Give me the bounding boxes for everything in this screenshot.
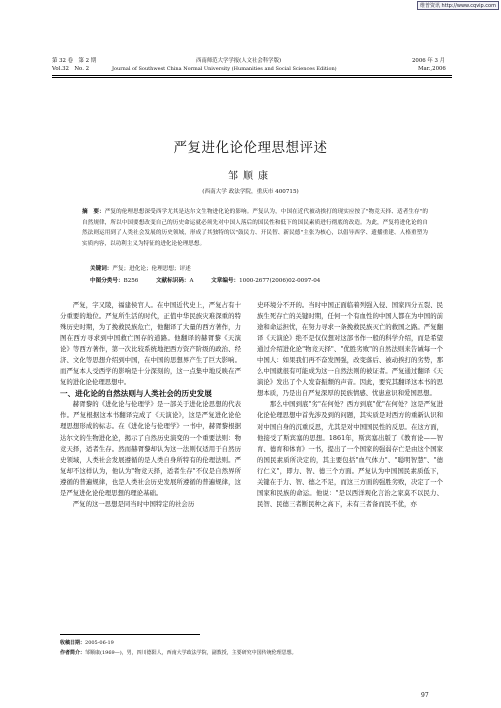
keywords-label: 关键词：: [90, 266, 113, 272]
header-rule-top: [52, 75, 452, 76]
clc-label: 中图分类号：: [90, 278, 124, 284]
body-column-left: [60, 300, 241, 510]
footnote-received: [60, 639, 114, 646]
doc-code-label: 文献标识码：: [155, 278, 190, 284]
clc-value: B256: [123, 278, 139, 284]
header-date-en: Mar.,2006: [418, 66, 446, 72]
body-paragraph: 严复，字又陵，福建侯官人。在中国近代史上，严复占有十分重要的地位。严复所生活的时代，正值中华民族灾难深重的特殊历史时期，为了挽救民族危亡，他翻译了大量的西方著作，力图在西方寻求到中国救亡图存的道路。他翻译的赫胥黎《天演论》等西方著作，第一次比较系统地把西方资产阶级的政治、经济、文化等思想介绍到中国，在中国的思想界产生了巨大影响。而严复本人受西学的影响是十分深刻的，这一点集中地反映在严复的进化论伦理思想中。: [60, 301, 241, 387]
header-volume-cn: 第 32 卷 第 2 期: [52, 58, 97, 64]
watermark-badge: 维普资讯 http://www.cqvip.com: [417, 1, 499, 10]
header-journal-cn: 西南师范大学学报(人文社会科学版): [196, 58, 282, 64]
abstract-label: 摘 要：: [82, 209, 105, 215]
article-author: 邹顺康: [228, 171, 273, 182]
abstract-text: 严复的伦理思想深受西学尤其是达尔文生物进化论的影响。严复认为，中国在近代被动挨打的现实应按了"物竞天择、适者生存"的自然规律，所以中国要想改变自己的历史命运就必须先对中国人落后的国民性和低下的国民素质进行彻底的改造。为此，严复将进化论的自然法则运用到了人类社会发展的历史领域，形成了其独特的以"鼓民力、开民智、新民德"主张为核心，以倡导西学、遗播重建、人格重塑为实质内容，以功利主义为特征的进化论伦理思想。: [82, 209, 428, 247]
abstract: [82, 207, 428, 249]
author-info-label: 作者简介：: [60, 650, 86, 656]
body-paragraph: 那么中国到底"劣"在何处？西方到底"优"在何处？这是严复进化论伦理思想中首先涉及到的问题，其实质是对西方的重新认识和对中国自身的沉重反思，尤其是对中国国民性的反思。在这方面，他接受了斯宾塞的思想。1861年，斯宾塞出版了《教育论——智育、德育和体育》一书，提出了一个国家的强弱存亡是由这个国家的国民素质所决定的，其主要包括"血气体力"、"聪明智慧"、"德行仁义"，即力、智、德三个方面。严复认为中国国民素质低下，关键在于力、智、德之不足，而这三方面的强胜劣败，决定了一个国家和民族的命运。他说："是以西洋观化言治之家莫不以民力、民智、民德三者断民种之高下，未有三者备而民不优，亦: [257, 400, 443, 508]
body-column-right: [257, 300, 443, 510]
page-number: 97: [421, 692, 429, 699]
section-heading: 一、进化论的自然法则与人类社会的历史发展: [60, 389, 212, 399]
article-title: 严复进化论伦理思想评述: [173, 140, 328, 156]
keywords-text: 严复；进化论；伦理思想；评述: [112, 266, 191, 272]
header-rule-bottom: [52, 77, 452, 78]
keywords: [90, 264, 191, 272]
article-number-label: 文章编号：: [211, 278, 240, 284]
received-label: 收稿日期：: [60, 640, 86, 646]
body-paragraph: 严复的这一思想是同当时中国特定的社会历: [72, 499, 195, 508]
classification-line: [90, 276, 420, 284]
received-date: 2005-06-19: [85, 640, 114, 646]
body-paragraph: 赫胥黎的《进化论与伦理学》是一部关于进化论思想的代表作。严复根据这本书翻译完成了《天演论》，这是严复进化论伦理思想形成的标志。在《进化论与伦理学》一书中，赫胥黎根据达尔文的生物进化论，揭示了自然历史演变的一个重要法则：物竞天择，适者生存。然而赫胥黎却认为这一法则仅适用于自然历史领域，人类社会发展遵循的是人类自身所特有的伦理法则。严复却不这样认为，他认为"物竞天择，适者生存"不仅是自然界所遵循的普遍规律，也是人类社会历史发展所遵循的普遍规律，这是严复进化论伦理思想的理论基础。: [60, 400, 241, 497]
footnote-rule: [60, 634, 200, 635]
footnote-author-info: [60, 649, 297, 656]
header-volume-en: Vol.32 No. 2: [52, 66, 90, 72]
header-date-cn: 2006 年 3 月: [412, 58, 446, 64]
article-number-value: 1000-2677(2006)02-0097-04: [239, 278, 321, 284]
doc-code-value: A: [189, 278, 194, 284]
body-paragraph: 史环境分不开的。当时中国正面临着列强入侵、国家四分五裂、民族生死存亡的关键时期，任何一个有血性的中国人都在为中国的前途和命运担忧，在努力寻求一条挽救民族灭亡的救国之路。严复翻译《天演论》绝不是仅仅想对这部书作一般的科学介绍，而是希望通过介绍进化论"物竞天择"、"优胜劣败"的自然法则来告诫每一个中国人：如果我们再不奋发图强，改变落后、被动挨打的劣势，那么中国就很有可能成为这一自然法则的被证者。严复通过翻译《天演论》发出了个人发奋振颓的声音。因此，要究其翻译这本书的思想本质，乃是出自严复深厚的民族情感、忧患意识和爱国思想。: [257, 301, 443, 398]
header-journal-en: Journal of Southwest China Normal University (Humanities and Social Sciences Edition): [112, 66, 337, 72]
author-affiliation: (西南大学 政法学院，重庆市 400715): [202, 189, 299, 195]
author-info-text: 邹顺康(1969—)，男，四川德阳人，西南大学政法学院，副教授，主要研究中国传统伦理思想。: [85, 650, 297, 656]
